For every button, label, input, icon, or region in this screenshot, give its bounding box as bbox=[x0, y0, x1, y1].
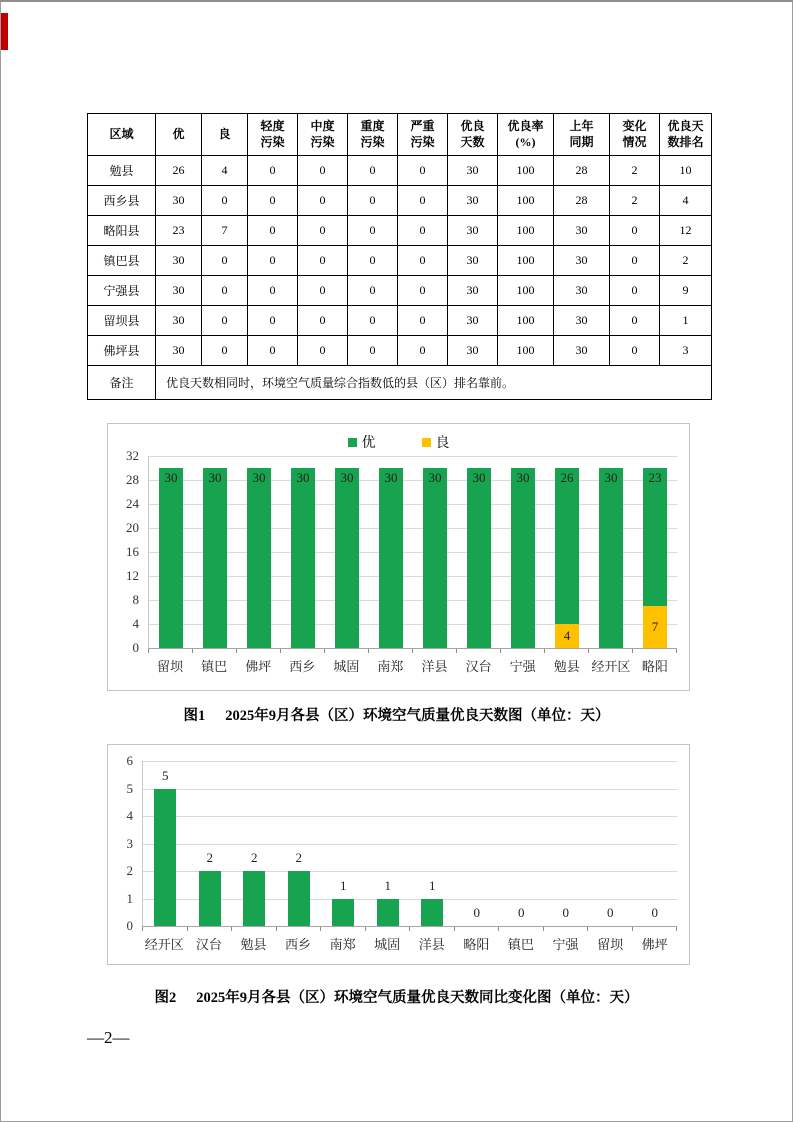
table-cell: 30 bbox=[554, 306, 610, 336]
table-cell: 0 bbox=[398, 276, 448, 306]
x-axis-label: 勉县 bbox=[240, 937, 267, 952]
bar-value-label: 30 bbox=[428, 470, 442, 485]
axis-tick bbox=[276, 927, 277, 931]
bar bbox=[467, 468, 491, 648]
stats-table bbox=[87, 113, 712, 400]
table-header-row bbox=[88, 114, 712, 156]
x-axis-label: 略阳 bbox=[463, 937, 490, 952]
bar bbox=[288, 871, 310, 926]
bar-segment bbox=[199, 871, 221, 926]
table-cell: 0 bbox=[610, 306, 660, 336]
row-label: 略阳县 bbox=[88, 216, 156, 246]
bar-slot bbox=[149, 456, 193, 648]
axis-tick bbox=[544, 649, 545, 653]
table-cell: 30 bbox=[156, 276, 202, 306]
x-axis-label: 佛坪 bbox=[245, 659, 272, 674]
table-cell: 0 bbox=[398, 306, 448, 336]
y-axis-label: 12 bbox=[126, 568, 139, 583]
bar-slot bbox=[369, 456, 413, 648]
table-cell: 100 bbox=[498, 306, 554, 336]
table-cell: 0 bbox=[348, 156, 398, 186]
table-row bbox=[88, 336, 712, 366]
x-axis-label: 略阳 bbox=[641, 659, 668, 674]
table-cell: 23 bbox=[156, 216, 202, 246]
legend-label: 良 bbox=[435, 436, 450, 451]
table-row bbox=[88, 186, 712, 216]
y-axis-label: 1 bbox=[126, 890, 133, 906]
table-cell: 0 bbox=[298, 216, 348, 246]
table-cell: 28 bbox=[554, 186, 610, 216]
table-cell: 0 bbox=[610, 336, 660, 366]
axis-tick bbox=[280, 649, 281, 653]
y-axis-label: 32 bbox=[126, 448, 139, 463]
x-axis-label: 镇巴 bbox=[201, 659, 228, 674]
figure-2-chart bbox=[107, 744, 690, 965]
x-axis-label: 宁强 bbox=[509, 659, 536, 674]
table-cell: 30 bbox=[448, 306, 498, 336]
y-axis-label: 4 bbox=[132, 616, 139, 631]
bar-segment bbox=[332, 899, 354, 927]
x-axis-label: 留坝 bbox=[157, 659, 184, 674]
table-cell: 28 bbox=[554, 156, 610, 186]
table-cell: 0 bbox=[202, 186, 248, 216]
bar-segment bbox=[555, 624, 579, 648]
table-cell: 0 bbox=[298, 306, 348, 336]
table-header-cell: 优良天 数排名 bbox=[660, 114, 712, 156]
table-row bbox=[88, 156, 712, 186]
bar bbox=[291, 468, 315, 648]
bar-slot bbox=[545, 456, 589, 648]
table-cell: 0 bbox=[248, 186, 298, 216]
axis-tick bbox=[456, 649, 457, 653]
table-header-cell: 优 bbox=[156, 114, 202, 156]
axis-tick bbox=[632, 649, 633, 653]
table-cell: 2 bbox=[610, 186, 660, 216]
table-cell: 0 bbox=[298, 186, 348, 216]
bar-value-label: 23 bbox=[648, 470, 662, 485]
bar bbox=[599, 468, 623, 648]
table-cell: 0 bbox=[348, 216, 398, 246]
y-axis-label: 4 bbox=[126, 808, 133, 823]
axis-tick bbox=[365, 927, 366, 931]
bar-slot bbox=[501, 456, 545, 648]
table-cell: 0 bbox=[348, 246, 398, 276]
table-row bbox=[88, 216, 712, 246]
bar-value-label: 30 bbox=[296, 470, 310, 485]
bar-slot bbox=[633, 456, 677, 648]
bar-value-label: 0 bbox=[518, 905, 525, 920]
legend-swatch bbox=[422, 438, 431, 447]
figure-2-label: 图2 bbox=[154, 990, 177, 1006]
table-cell: 4 bbox=[660, 186, 712, 216]
table-cell: 0 bbox=[398, 246, 448, 276]
table-cell: 0 bbox=[398, 216, 448, 246]
bar-slot bbox=[633, 761, 678, 926]
table-cell: 0 bbox=[248, 276, 298, 306]
axis-tick bbox=[192, 649, 193, 653]
table-cell: 30 bbox=[554, 216, 610, 246]
y-axis-label: 8 bbox=[132, 592, 139, 607]
table-header-cell: 中度 污染 bbox=[298, 114, 348, 156]
table-cell: 30 bbox=[448, 336, 498, 366]
bar-slot bbox=[366, 761, 411, 926]
table-cell: 0 bbox=[202, 276, 248, 306]
x-axis-label: 洋县 bbox=[421, 659, 448, 674]
table-cell: 30 bbox=[448, 186, 498, 216]
bar-segment bbox=[423, 468, 447, 648]
table-cell: 0 bbox=[248, 156, 298, 186]
bar bbox=[199, 871, 221, 926]
bar-segment bbox=[247, 468, 271, 648]
y-axis-label: 20 bbox=[126, 520, 139, 535]
axis-tick bbox=[454, 927, 455, 931]
bar-value-label: 30 bbox=[252, 470, 266, 485]
table-cell: 30 bbox=[156, 336, 202, 366]
table-cell: 30 bbox=[448, 246, 498, 276]
table-body bbox=[88, 156, 712, 400]
bar-segment bbox=[643, 468, 667, 606]
x-axis-label: 经开区 bbox=[591, 659, 631, 674]
table-cell: 0 bbox=[398, 336, 448, 366]
bar bbox=[335, 468, 359, 648]
table-cell: 0 bbox=[348, 306, 398, 336]
table-cell: 2 bbox=[610, 156, 660, 186]
bar-slot bbox=[410, 761, 455, 926]
table-cell: 0 bbox=[398, 186, 448, 216]
bar-slot bbox=[321, 761, 366, 926]
bar-slot bbox=[499, 761, 544, 926]
table-cell: 30 bbox=[156, 186, 202, 216]
axis-tick bbox=[588, 649, 589, 653]
table-cell: 100 bbox=[498, 186, 554, 216]
table-header-cell: 轻度 污染 bbox=[248, 114, 298, 156]
axis-tick bbox=[412, 649, 413, 653]
x-axis-labels bbox=[142, 934, 677, 953]
table-cell: 30 bbox=[554, 276, 610, 306]
row-label: 镇巴县 bbox=[88, 246, 156, 276]
legend-item bbox=[422, 432, 450, 452]
table-cell: 10 bbox=[660, 156, 712, 186]
table-cell: 30 bbox=[156, 246, 202, 276]
bar-value-label: 26 bbox=[560, 470, 574, 485]
figure-1-title: 2025年9月各县（区）环境空气质量优良天数图（单位：天） bbox=[225, 708, 610, 724]
legend-item bbox=[348, 432, 376, 452]
table-note-row bbox=[88, 366, 712, 400]
table-cell: 0 bbox=[248, 336, 298, 366]
bar-slot bbox=[277, 761, 322, 926]
table-cell: 30 bbox=[448, 276, 498, 306]
axis-tick bbox=[409, 927, 410, 931]
bar-value-label: 5 bbox=[162, 767, 169, 783]
bar-segment bbox=[379, 468, 403, 648]
bar-segment bbox=[377, 899, 399, 927]
axis-tick bbox=[324, 649, 325, 653]
x-axis-label: 宁强 bbox=[552, 937, 579, 952]
chart-legend bbox=[108, 432, 689, 452]
bar bbox=[203, 468, 227, 648]
bar-segment bbox=[643, 606, 667, 648]
table-cell: 9 bbox=[660, 276, 712, 306]
bar-segment bbox=[243, 871, 265, 926]
axis-tick bbox=[632, 927, 633, 931]
bar-slot bbox=[457, 456, 501, 648]
table-header-cell: 良 bbox=[202, 114, 248, 156]
table-header-cell: 优良率 (%) bbox=[498, 114, 554, 156]
bar-slot bbox=[413, 456, 457, 648]
bar-segment bbox=[511, 468, 535, 648]
x-axis-label: 南郑 bbox=[329, 937, 356, 952]
bar-value-label: 2 bbox=[251, 850, 258, 865]
table-row bbox=[88, 276, 712, 306]
x-axis-label: 西乡 bbox=[289, 659, 316, 674]
axis-tick bbox=[498, 927, 499, 931]
bar-slot bbox=[281, 456, 325, 648]
table-header-cell: 上年 同期 bbox=[554, 114, 610, 156]
table-cell: 100 bbox=[498, 336, 554, 366]
bar-value-label: 30 bbox=[164, 470, 178, 485]
table-cell: 0 bbox=[298, 156, 348, 186]
bar-value-label: 0 bbox=[473, 905, 480, 920]
x-axis-label: 西乡 bbox=[285, 937, 312, 952]
table-cell: 3 bbox=[660, 336, 712, 366]
table-cell: 0 bbox=[610, 276, 660, 306]
bar bbox=[159, 468, 183, 648]
bar-slot bbox=[237, 456, 281, 648]
axis-tick bbox=[368, 649, 369, 653]
axis-tick bbox=[231, 927, 232, 931]
bar bbox=[423, 468, 447, 648]
table-cell: 100 bbox=[498, 156, 554, 186]
bar-value-label: 0 bbox=[651, 905, 658, 920]
table-cell: 100 bbox=[498, 276, 554, 306]
x-axis-label: 城固 bbox=[374, 937, 401, 952]
bar bbox=[377, 899, 399, 927]
x-axis-label: 汉台 bbox=[195, 937, 222, 952]
bar bbox=[421, 899, 443, 927]
table-cell: 30 bbox=[448, 216, 498, 246]
bar-segment bbox=[203, 468, 227, 648]
y-axis-label: 5 bbox=[126, 780, 133, 796]
bar-segment bbox=[335, 468, 359, 648]
bar bbox=[243, 871, 265, 926]
row-label: 西乡县 bbox=[88, 186, 156, 216]
corner-mark bbox=[1, 13, 8, 50]
x-axis-label: 汉台 bbox=[465, 659, 492, 674]
y-axis-label: 0 bbox=[132, 640, 139, 655]
axis-tick bbox=[148, 649, 149, 653]
plot-area bbox=[148, 456, 677, 648]
axis-tick bbox=[187, 927, 188, 931]
x-axis-label: 镇巴 bbox=[507, 937, 534, 952]
x-axis-label: 城固 bbox=[333, 659, 360, 674]
table-cell: 12 bbox=[660, 216, 712, 246]
bar-slot bbox=[589, 456, 633, 648]
figure-1-label: 图1 bbox=[183, 708, 206, 724]
x-axis-label: 洋县 bbox=[418, 937, 445, 952]
bar-segment bbox=[599, 468, 623, 648]
x-axis-ticks bbox=[148, 649, 677, 653]
note-text: 优良天数相同时，环境空气质量综合指数低的县（区）排名靠前。 bbox=[156, 366, 712, 400]
x-axis-label: 佛坪 bbox=[641, 937, 668, 952]
table-cell: 0 bbox=[248, 246, 298, 276]
axis-tick bbox=[142, 927, 143, 931]
bar-value-label: 4 bbox=[563, 628, 571, 643]
y-axis-label: 3 bbox=[126, 835, 133, 851]
table-cell: 4 bbox=[202, 156, 248, 186]
row-label: 留坝县 bbox=[88, 306, 156, 336]
bar-value-label: 30 bbox=[472, 470, 486, 485]
y-axis-label: 6 bbox=[126, 753, 133, 768]
axis-tick bbox=[676, 927, 677, 931]
bar-value-label: 2 bbox=[295, 850, 302, 865]
bar-segment bbox=[467, 468, 491, 648]
table-header bbox=[88, 114, 712, 156]
axis-tick bbox=[320, 927, 321, 931]
x-axis-labels bbox=[148, 656, 677, 675]
table-cell: 0 bbox=[202, 246, 248, 276]
table-cell: 0 bbox=[248, 216, 298, 246]
figure-2-caption bbox=[1, 986, 792, 1007]
table-row bbox=[88, 306, 712, 336]
bar-value-label: 1 bbox=[340, 877, 347, 893]
table-cell: 0 bbox=[298, 246, 348, 276]
x-axis-ticks bbox=[142, 927, 677, 931]
legend-swatch bbox=[348, 438, 357, 447]
axis-tick bbox=[543, 927, 544, 931]
bar-slot bbox=[143, 761, 188, 926]
figure-1-chart bbox=[107, 423, 690, 691]
axis-tick bbox=[500, 649, 501, 653]
bar bbox=[555, 468, 579, 648]
table-cell: 30 bbox=[156, 306, 202, 336]
bar-value-label: 2 bbox=[206, 850, 213, 865]
x-axis-label: 经开区 bbox=[144, 937, 184, 952]
table-cell: 2 bbox=[660, 246, 712, 276]
bar-slot bbox=[544, 761, 589, 926]
bar bbox=[247, 468, 271, 648]
table-header-cell: 严重 污染 bbox=[398, 114, 448, 156]
y-axis-label: 16 bbox=[126, 544, 139, 559]
axis-tick bbox=[587, 927, 588, 931]
table-cell: 0 bbox=[202, 336, 248, 366]
bar-segment bbox=[291, 468, 315, 648]
x-axis-label: 南郑 bbox=[377, 659, 404, 674]
table-cell: 0 bbox=[298, 336, 348, 366]
bar bbox=[511, 468, 535, 648]
bar-value-label: 30 bbox=[384, 470, 398, 485]
bar bbox=[332, 899, 354, 927]
table-header-cell: 重度 污染 bbox=[348, 114, 398, 156]
bar-segment bbox=[154, 789, 176, 927]
bar-value-label: 1 bbox=[429, 877, 436, 893]
y-axis-label: 0 bbox=[126, 918, 133, 933]
bar bbox=[643, 468, 667, 648]
bar-slot bbox=[588, 761, 633, 926]
bar bbox=[154, 789, 176, 927]
table-row bbox=[88, 246, 712, 276]
bar-value-label: 0 bbox=[562, 905, 569, 920]
bar-segment bbox=[555, 468, 579, 624]
bar-slot bbox=[193, 456, 237, 648]
table-cell: 100 bbox=[498, 216, 554, 246]
x-axis-label: 留坝 bbox=[597, 937, 624, 952]
table-cell: 0 bbox=[202, 306, 248, 336]
row-label: 宁强县 bbox=[88, 276, 156, 306]
y-axis-label: 24 bbox=[126, 496, 139, 511]
y-axis-label: 2 bbox=[126, 863, 133, 878]
table-cell: 0 bbox=[348, 276, 398, 306]
y-axis-label: 28 bbox=[126, 472, 139, 487]
table-header-cell: 优良 天数 bbox=[448, 114, 498, 156]
table-cell: 0 bbox=[610, 246, 660, 276]
bar-value-label: 30 bbox=[604, 470, 618, 485]
plot-area bbox=[142, 761, 677, 926]
table-cell: 30 bbox=[554, 336, 610, 366]
table-cell: 0 bbox=[348, 186, 398, 216]
bar-value-label: 1 bbox=[384, 877, 391, 893]
table-header-cell: 变化 情况 bbox=[610, 114, 660, 156]
table-cell: 0 bbox=[248, 306, 298, 336]
axis-tick bbox=[236, 649, 237, 653]
table-cell: 0 bbox=[298, 276, 348, 306]
bar-segment bbox=[159, 468, 183, 648]
table-header-cell: 区域 bbox=[88, 114, 156, 156]
table-cell: 30 bbox=[554, 246, 610, 276]
bar-segment bbox=[288, 871, 310, 926]
row-label: 勉县 bbox=[88, 156, 156, 186]
bar-value-label: 30 bbox=[208, 470, 222, 485]
bar-slot bbox=[325, 456, 369, 648]
row-label: 佛坪县 bbox=[88, 336, 156, 366]
table-cell: 7 bbox=[202, 216, 248, 246]
bar-slot bbox=[232, 761, 277, 926]
bar-slot bbox=[188, 761, 233, 926]
bar bbox=[379, 468, 403, 648]
bar-value-label: 0 bbox=[607, 905, 614, 920]
bar-value-label: 7 bbox=[651, 619, 659, 634]
bar-value-label: 30 bbox=[340, 470, 354, 485]
bar-value-label: 30 bbox=[516, 470, 530, 485]
figure-1-caption bbox=[1, 704, 792, 725]
table-cell: 100 bbox=[498, 246, 554, 276]
table-cell: 30 bbox=[448, 156, 498, 186]
note-label: 备注 bbox=[88, 366, 156, 400]
table-cell: 26 bbox=[156, 156, 202, 186]
legend-label: 优 bbox=[361, 436, 376, 451]
table-cell: 0 bbox=[348, 336, 398, 366]
x-axis-label: 勉县 bbox=[553, 659, 580, 674]
table-cell: 1 bbox=[660, 306, 712, 336]
table-cell: 0 bbox=[610, 216, 660, 246]
bar-slot bbox=[455, 761, 500, 926]
table-cell: 0 bbox=[398, 156, 448, 186]
figure-2-title: 2025年9月各县（区）环境空气质量优良天数同比变化图（单位：天） bbox=[196, 990, 639, 1006]
bar-segment bbox=[421, 899, 443, 927]
axis-tick bbox=[676, 649, 677, 653]
page-number: —2— bbox=[87, 1028, 130, 1047]
